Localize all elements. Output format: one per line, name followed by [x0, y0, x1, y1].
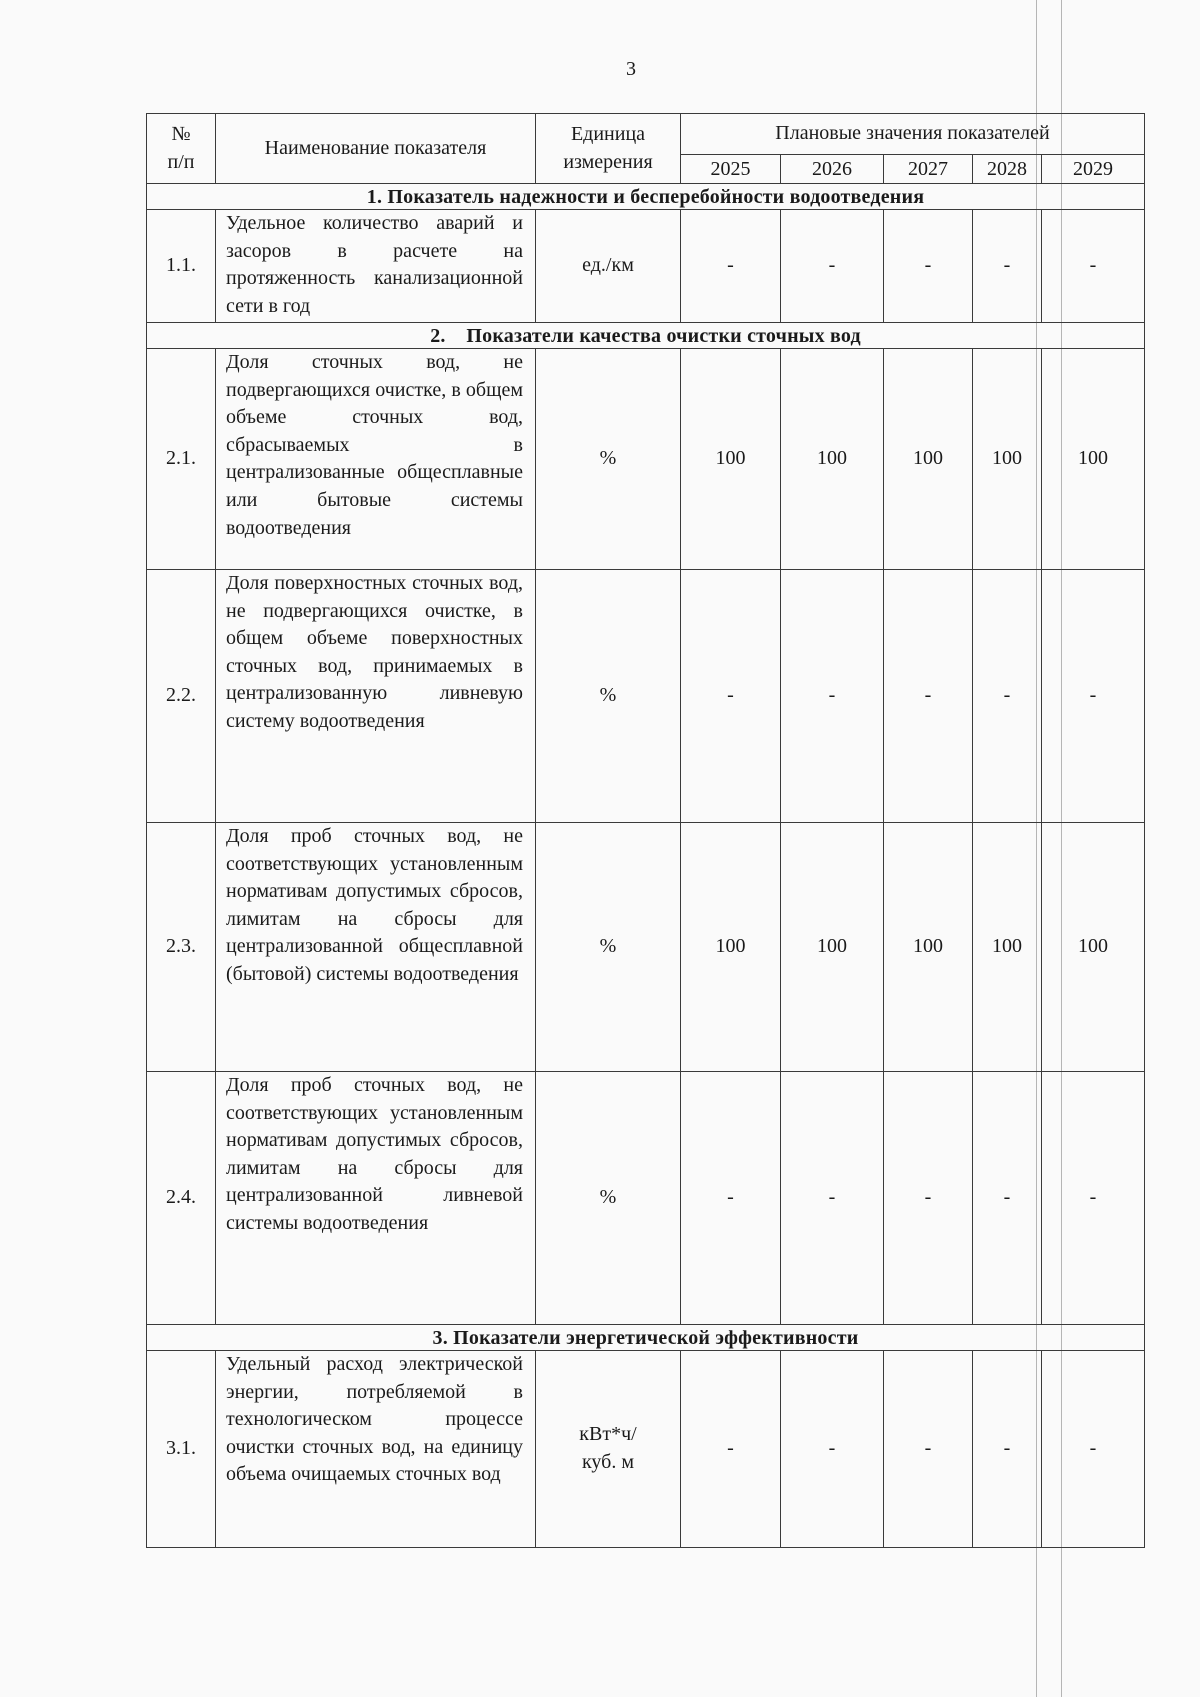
value-cell: -: [681, 210, 781, 323]
unit-cell: %: [536, 1072, 681, 1325]
value-cell: -: [973, 1072, 1042, 1325]
header-year: 2029: [1042, 155, 1145, 184]
header-year: 2026: [781, 155, 884, 184]
value-cell: 100: [973, 823, 1042, 1072]
table-row: [147, 823, 1145, 1072]
value-cell: 100: [681, 349, 781, 570]
value-cell: -: [884, 570, 973, 823]
row-number: 2.4.: [147, 1072, 216, 1325]
indicator-name: Удельное количество аварий и засоров в расчете на протяженность канализационной сети в год: [216, 210, 536, 323]
header-year: 2025: [681, 155, 781, 184]
row-number: 1.1.: [147, 210, 216, 323]
section-title: 1. Показатель надежности и бесперебойности водоотведения: [147, 184, 1145, 210]
value-cell: -: [884, 1072, 973, 1325]
value-cell: -: [1042, 570, 1145, 823]
value-cell: 100: [681, 823, 781, 1072]
row-number: 3.1.: [147, 1351, 216, 1548]
value-cell: -: [1042, 210, 1145, 323]
indicator-name: Удельный расход электрической энергии, потребляемой в технологическом процессе очистки сточных вод, на единицу объема очищаемых сточных вод: [216, 1351, 536, 1548]
indicator-name: Доля сточных вод, не подвергающихся очистке, в общем объеме сточных вод, сбрасываемых в централизованные общесплавные или бытовые системы водоотведения: [216, 349, 536, 570]
value-cell: 100: [973, 349, 1042, 570]
value-cell: -: [781, 210, 884, 323]
page-number: 3: [626, 58, 636, 80]
value-cell: 100: [781, 823, 884, 1072]
value-cell: 100: [884, 823, 973, 1072]
value-cell: -: [781, 1072, 884, 1325]
value-cell: -: [681, 1351, 781, 1548]
unit-cell: ед./км: [536, 210, 681, 323]
value-cell: 100: [1042, 349, 1145, 570]
value-cell: 100: [781, 349, 884, 570]
unit-cell: %: [536, 823, 681, 1072]
section-title: 3. Показатели энергетической эффективности: [147, 1325, 1145, 1351]
table-row: [147, 1072, 1145, 1325]
value-cell: -: [1042, 1351, 1145, 1548]
table-row: [147, 570, 1145, 823]
value-cell: -: [681, 570, 781, 823]
value-cell: -: [973, 570, 1042, 823]
value-cell: 100: [1042, 823, 1145, 1072]
section-title: 2. Показатели качества очистки сточных вод: [147, 323, 1145, 349]
indicator-name: Доля проб сточных вод, не соответствующих установленным нормативам допустимых сбросов, лимитам на сбросы для централизованной общесплавной (бытовой) системы водоотведения: [216, 823, 536, 1072]
indicator-name: Доля проб сточных вод, не соответствующих установленным нормативам допустимых сбросов, лимитам на сбросы для централизованной ливневой системы водоотведения: [216, 1072, 536, 1325]
unit-cell: %: [536, 349, 681, 570]
value-cell: -: [884, 210, 973, 323]
indicators-table: [146, 113, 1145, 1548]
header-number: № п/п: [147, 114, 216, 184]
row-number: 2.1.: [147, 349, 216, 570]
header-year: 2027: [884, 155, 973, 184]
table-row: [147, 210, 1145, 323]
value-cell: 100: [884, 349, 973, 570]
value-cell: -: [973, 1351, 1042, 1548]
indicator-name: Доля поверхностных сточных вод, не подвергающихся очистке, в общем объеме поверхностных сточных вод, принимаемых в централизованную ливневую систему водоотведения: [216, 570, 536, 823]
header-year: 2028: [973, 155, 1042, 184]
value-cell: -: [681, 1072, 781, 1325]
header-planned-values: Плановые значения показателей: [681, 114, 1145, 155]
table-row: [147, 349, 1145, 570]
value-cell: -: [884, 1351, 973, 1548]
unit-cell: %: [536, 570, 681, 823]
value-cell: -: [781, 1351, 884, 1548]
row-number: 2.3.: [147, 823, 216, 1072]
value-cell: -: [781, 570, 884, 823]
row-number: 2.2.: [147, 570, 216, 823]
table-row: [147, 1351, 1145, 1548]
value-cell: -: [1042, 1072, 1145, 1325]
header-indicator-name: Наименование показателя: [216, 114, 536, 184]
value-cell: -: [973, 210, 1042, 323]
unit-cell: кВт*ч/ куб. м: [536, 1351, 681, 1548]
header-unit: Единица измерения: [536, 114, 681, 184]
